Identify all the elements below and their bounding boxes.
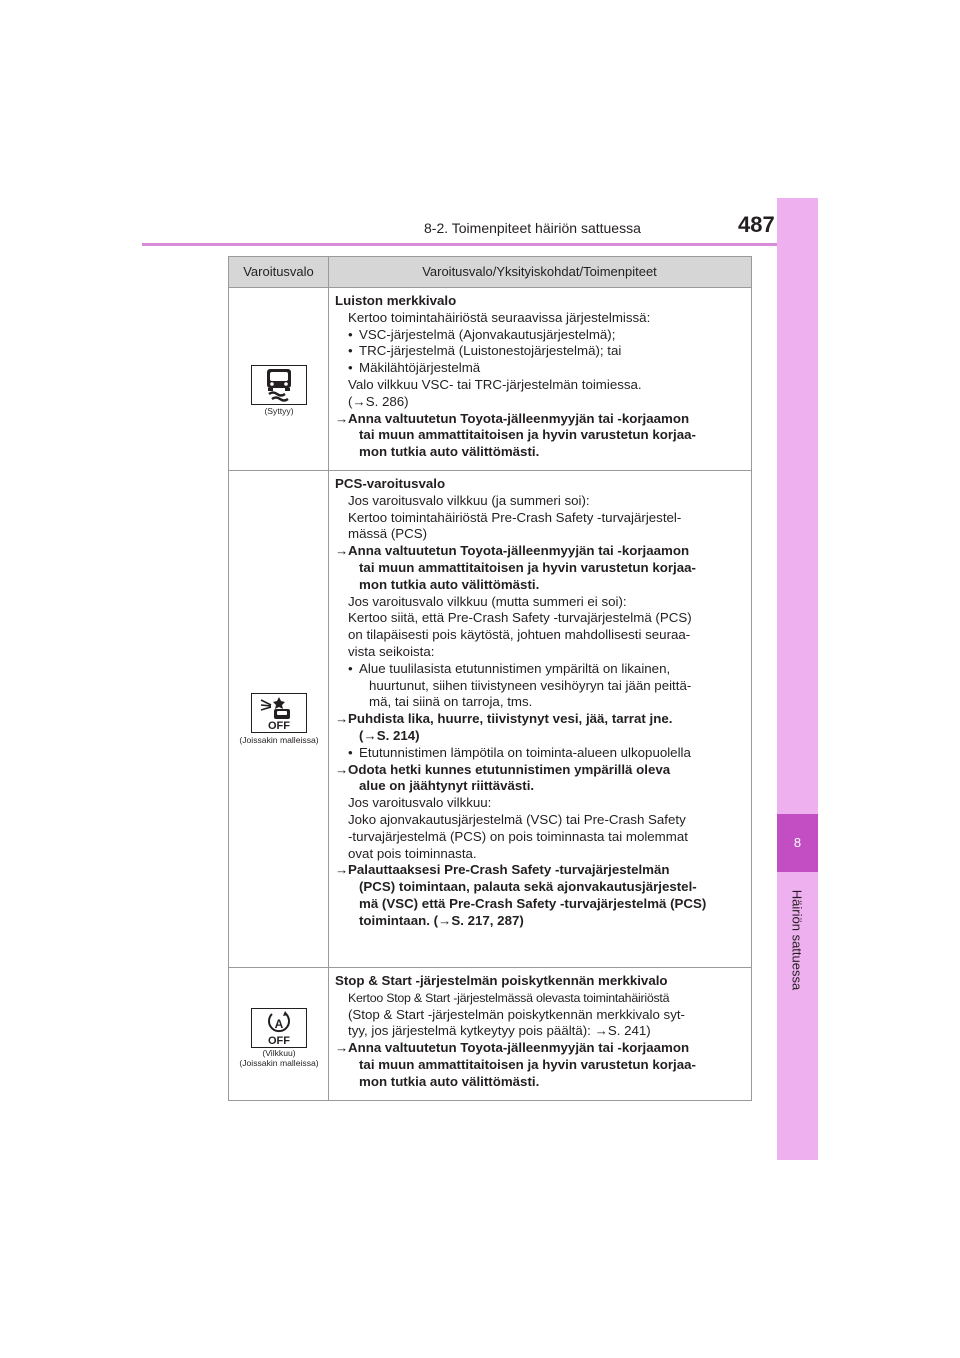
details-text: Kertoo siitä, että Pre-Crash Safety -turvajärjestelmä (PCS) (348, 610, 692, 626)
icon-cell (229, 968, 329, 1100)
details-text: Kertoo toimintahäiriöstä seuraavissa järjestelmissä: (348, 309, 651, 325)
icon-off-text: OFF (268, 720, 290, 732)
section-title: 8-2. Toimenpiteet häiriön sattuessa (424, 220, 641, 236)
chapter-tab-label: Häiriön sattuessa (789, 889, 805, 991)
action-instruction: → Palauttaaksesi Pre-Crash Safety -turvajärjestelmän (335, 862, 670, 878)
action-instruction: → Odota hetki kunnes etutunnistimen ympärillä oleva (335, 761, 671, 777)
header-rule (142, 243, 818, 246)
table-row-stop-start (229, 967, 751, 1100)
page-reference: toimintaan. (→S. 217, 287) (359, 912, 524, 928)
action-instruction: → Anna valtuutetun Toyota-jälleenmyyjän tai -korjaamon (335, 410, 690, 426)
action-instruction-cont: tai muun ammattitaitoisen ja hyvin varustetun korjaa- (359, 559, 696, 575)
icon-caption: (Syttyy) (264, 406, 294, 416)
details-cell (329, 968, 750, 1100)
icon-letter: A (274, 1017, 284, 1031)
details-text: Joko ajonvakautusjärjestelmä (VSC) tai Pre-Crash Safety (348, 811, 686, 827)
column-header-light: Varoitusvalo (229, 257, 329, 287)
pcs-off-icon (251, 693, 307, 733)
details-text: Jos varoitusvalo vilkkuu: (348, 795, 492, 811)
light-title: Stop & Start -järjestelmän poiskytkennän merkkivalo (335, 973, 668, 988)
stop-start-off-icon (251, 1008, 307, 1048)
action-instruction-cont: mon tutkia auto välittömästi. (359, 576, 540, 592)
chapter-number-tab[interactable]: 8 (777, 814, 818, 872)
bullet-item: • Etutunnistimen lämpötila on toiminta-alueen ulkopuolella (348, 744, 691, 760)
action-instruction: → Puhdista lika, huurre, tiivistynyt vesi, jää, tarrat jne. (335, 711, 673, 727)
light-title: Luiston merkkivalo (335, 293, 457, 308)
details-cell (329, 288, 750, 470)
details-text: tyy, jos järjestelmä kytkeytyy pois päältä): →S. 241) (348, 1023, 651, 1039)
action-instruction-cont: tai muun ammattitaitoisen ja hyvin varustetun korjaa- (359, 1056, 696, 1072)
slip-indicator-icon (251, 365, 307, 405)
bullet-item: • Mäkilähtöjärjestelmä (348, 360, 481, 376)
bullet-item: • VSC-järjestelmä (Ajonvakautusjärjestelmä); (348, 326, 616, 342)
chapter-tab-strip (777, 198, 818, 1160)
details-text: ovat pois toiminnasta. (348, 845, 477, 861)
icon-cell (229, 471, 329, 967)
column-header-details: Varoitusvalo/Yksityiskohdat/Toimenpiteet (422, 264, 657, 279)
page-reference: (→S. 214) (359, 727, 420, 743)
icon-caption: (Joissakin malleissa) (239, 735, 319, 745)
details-text: Kertoo toimintahäiriöstä Pre-Crash Safety -turvajärjestel- (348, 509, 682, 525)
action-instruction: → Anna valtuutetun Toyota-jälleenmyyjän tai -korjaamon (335, 543, 690, 559)
bullet-item-cont: huurtunut, siihen tiivistyneen vesihöyryn tai jään peittä- (369, 677, 692, 693)
bullet-item: • TRC-järjestelmä (Luistonestojärjestelmä); tai (348, 343, 622, 359)
action-instruction-cont: mon tutkia auto välittömästi. (359, 444, 540, 460)
action-instruction-cont: tai muun ammattitaitoisen ja hyvin varustetun korjaa- (359, 427, 696, 443)
icon-caption: (Joissakin malleissa) (239, 1058, 319, 1068)
details-text: (Stop & Start -järjestelmän poiskytkennän merkkivalo syt- (348, 1006, 685, 1022)
action-instruction: → Anna valtuutetun Toyota-jälleenmyyjän tai -korjaamon (335, 1040, 690, 1056)
details-text: -turvajärjestelmä (PCS) on pois toiminnasta tai molemmat (348, 828, 688, 844)
action-instruction-cont: alue on jäähtynyt riittävästi. (359, 778, 535, 794)
action-instruction-cont: mon tutkia auto välittömästi. (359, 1073, 540, 1089)
icon-caption: (Vilkkuu) (262, 1048, 296, 1058)
light-title: PCS-varoitusvalo (335, 476, 446, 491)
details-text: on tilapäisesti pois käytöstä, johtuen mahdollisesti seuraa- (348, 627, 691, 643)
bullet-item-cont: mä, tai siinä on tarroja, tms. (369, 694, 533, 710)
details-text: mässä (PCS) (348, 526, 428, 542)
details-text: vista seikoista: (348, 643, 435, 659)
details-text: Jos varoitusvalo vilkkuu (ja summeri soi): (348, 492, 590, 508)
icon-cell (229, 288, 329, 470)
details-text: Kertoo Stop & Start -järjestelmässä olevasta toimintahäiriöstä (348, 990, 670, 1005)
bullet-item: • Alue tuulilasista etutunnistimen ympäriltä on likainen, (348, 660, 671, 676)
details-cell (329, 471, 750, 967)
table-header-row (229, 257, 751, 287)
page-number: 487 (738, 212, 775, 237)
table-row-slip-indicator (229, 287, 751, 470)
warning-light-table (228, 256, 752, 1101)
details-text: Valo vilkkuu VSC- tai TRC-järjestelmän toimiessa. (348, 376, 642, 392)
action-instruction-cont: mä (VSC) että Pre-Crash Safety -turvajärjestelmä (PCS) (359, 895, 707, 911)
table-row-pcs-warning (229, 470, 751, 967)
icon-off-text: OFF (268, 1035, 290, 1047)
action-instruction-cont: (PCS) toimintaan, palauta sekä ajonvakautusjärjestel- (359, 879, 697, 895)
details-text: Jos varoitusvalo vilkkuu (mutta summeri ei soi): (348, 593, 627, 609)
page-reference: (→S. 286) (348, 393, 409, 409)
